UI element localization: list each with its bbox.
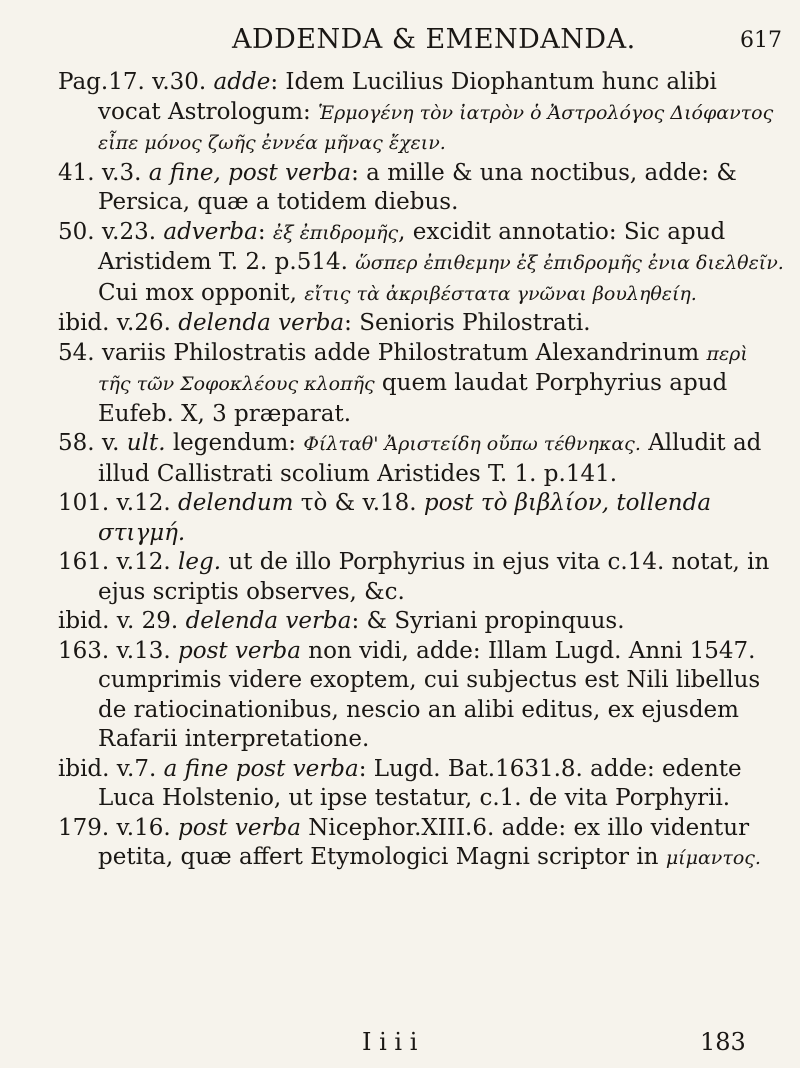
entry-ref: ibid. v.7. bbox=[58, 755, 157, 782]
entry-ibid-7 bbox=[58, 755, 786, 814]
entry-41 bbox=[58, 159, 786, 218]
entry-cue: ult. bbox=[126, 430, 166, 456]
greek-quote: Ἑρμογένη τὸν ἰατρὸν ὁ Ἀστρολόγος Διόφαντος εἶπε μόνος ζωῆς ἐννέα μῆνας ἔχειν. bbox=[98, 101, 774, 154]
entry-cue: delenda verba bbox=[178, 310, 345, 336]
entry-text: : Idem Lucilius Diophantum hunc alibi vocat Astrologum: bbox=[98, 69, 717, 125]
entry-101 bbox=[58, 489, 786, 548]
greek-quote: περὶ τῆς τῶν Σοφοκλέους κλοπῆς bbox=[98, 342, 748, 395]
entry-cue: a fine, post verba bbox=[148, 159, 352, 186]
entry-cue: delenda verba bbox=[185, 608, 352, 634]
signature-mark: I i i i bbox=[362, 1028, 418, 1056]
entry-54 bbox=[58, 339, 786, 430]
entry-ref: 179. v.16. bbox=[58, 814, 171, 841]
entry-cue: leg. bbox=[178, 549, 222, 575]
entry-cue: adde bbox=[213, 69, 271, 95]
entry-cue: post verba bbox=[178, 814, 301, 841]
entry-cue: a fine post verba bbox=[163, 755, 359, 782]
entry-ref: 161. v.12. bbox=[58, 549, 171, 575]
page-footer bbox=[0, 1028, 800, 1062]
greek-quote: Φίλταθ' Ἀριστείδη οὔπω τέθνηκας. bbox=[303, 433, 641, 455]
entry-161 bbox=[58, 548, 786, 607]
entry-text: Alludit ad illud Callistrati scolium Aristides T. 1. p.141. bbox=[98, 430, 762, 487]
entry-ref: 101. v.12. bbox=[58, 490, 171, 516]
page-header bbox=[0, 22, 800, 62]
entry-text: Nicephor.XIII.6. adde: ex illo videntur petita, quæ affert Etymologici Magni scriptor in bbox=[98, 814, 750, 870]
entry-ref: ibid. v.26. bbox=[58, 310, 171, 336]
entry-text: variis Philostratis adde Philostratum Alexandrinum bbox=[101, 339, 700, 366]
entry-text: τὸ & v.18. bbox=[300, 490, 417, 516]
greek-quote: εἴτις τὰ ἀκριβέστατα γνῶναι βουληθείη. bbox=[304, 282, 697, 305]
entry-ref: 163. v.13. bbox=[58, 637, 171, 664]
running-head: ADDENDA & EMENDANDA. bbox=[232, 24, 636, 55]
greek-quote: ὥσπερ ἐπιθεμην ἐξ ἐπιδρομῆς ἐνια διελθεῖν. bbox=[355, 252, 784, 274]
page-number: 617 bbox=[740, 28, 782, 53]
entry-ref: Pag.17. v.30. bbox=[58, 69, 207, 95]
entry-179 bbox=[58, 814, 786, 874]
entry-163 bbox=[58, 637, 786, 755]
entry-text: legendum: bbox=[172, 430, 297, 456]
entry-text: : & Syriani propinquus. bbox=[351, 608, 625, 634]
entry-text: Cui mox opponit, bbox=[98, 279, 297, 306]
entry-text: : Senioris Philostrati. bbox=[344, 310, 591, 336]
entry-ref: 41. v.3. bbox=[58, 159, 142, 186]
entry-50 bbox=[58, 218, 786, 310]
entry-58 bbox=[58, 429, 786, 489]
entry-ref: 50. v.23. bbox=[58, 218, 157, 245]
entry-pag-17 bbox=[58, 68, 786, 159]
catchword: 183 bbox=[700, 1028, 746, 1056]
entry-ref: ibid. v. 29. bbox=[58, 608, 179, 634]
entry-ibid-29 bbox=[58, 607, 786, 637]
entry-ref: 54. bbox=[58, 339, 95, 366]
greek-quote: μίμαντος. bbox=[665, 847, 761, 869]
entry-text: : bbox=[257, 218, 266, 245]
entry-text: ut de illo Porphyrius in ejus vita c.14. notat, in ejus scriptis observes, &c. bbox=[98, 549, 770, 605]
entry-text: quem laudat Porphyrius apud Eufeb. X, 3 præparat. bbox=[98, 370, 728, 427]
entry-cue: post verba bbox=[178, 637, 301, 664]
greek-quote: ἐξ ἐπιδρομῆς bbox=[272, 221, 399, 244]
entry-text: post τὸ βιβλίον, tollenda στιγμή. bbox=[98, 490, 712, 546]
addenda-text bbox=[58, 68, 786, 874]
entry-text: : Lugd. Bat.1631.8. adde: edente Luca Holstenio, ut ipse testatur, c.1. de vita Porphyrii. bbox=[98, 755, 742, 811]
entry-cue: adverba bbox=[163, 218, 258, 245]
entry-ibid-26 bbox=[58, 309, 786, 339]
entry-ref: 58. v. bbox=[58, 430, 120, 456]
entry-text: non vidi, adde: Illam Lugd. Anni 1547. cumprimis videre exoptem, cui subjectus est Nili libellus de ratiocinationibus, nescio an alibi editus, ex ejusdem Rafarii interpretatione. bbox=[98, 637, 761, 752]
entry-text: , excidit annotatio: Sic apud Aristidem T. 2. p.514. bbox=[98, 218, 726, 275]
entry-cue: delendum bbox=[178, 490, 294, 516]
entry-text: : a mille & una noctibus, adde: & Persica, quæ a totidem diebus. bbox=[98, 159, 737, 215]
